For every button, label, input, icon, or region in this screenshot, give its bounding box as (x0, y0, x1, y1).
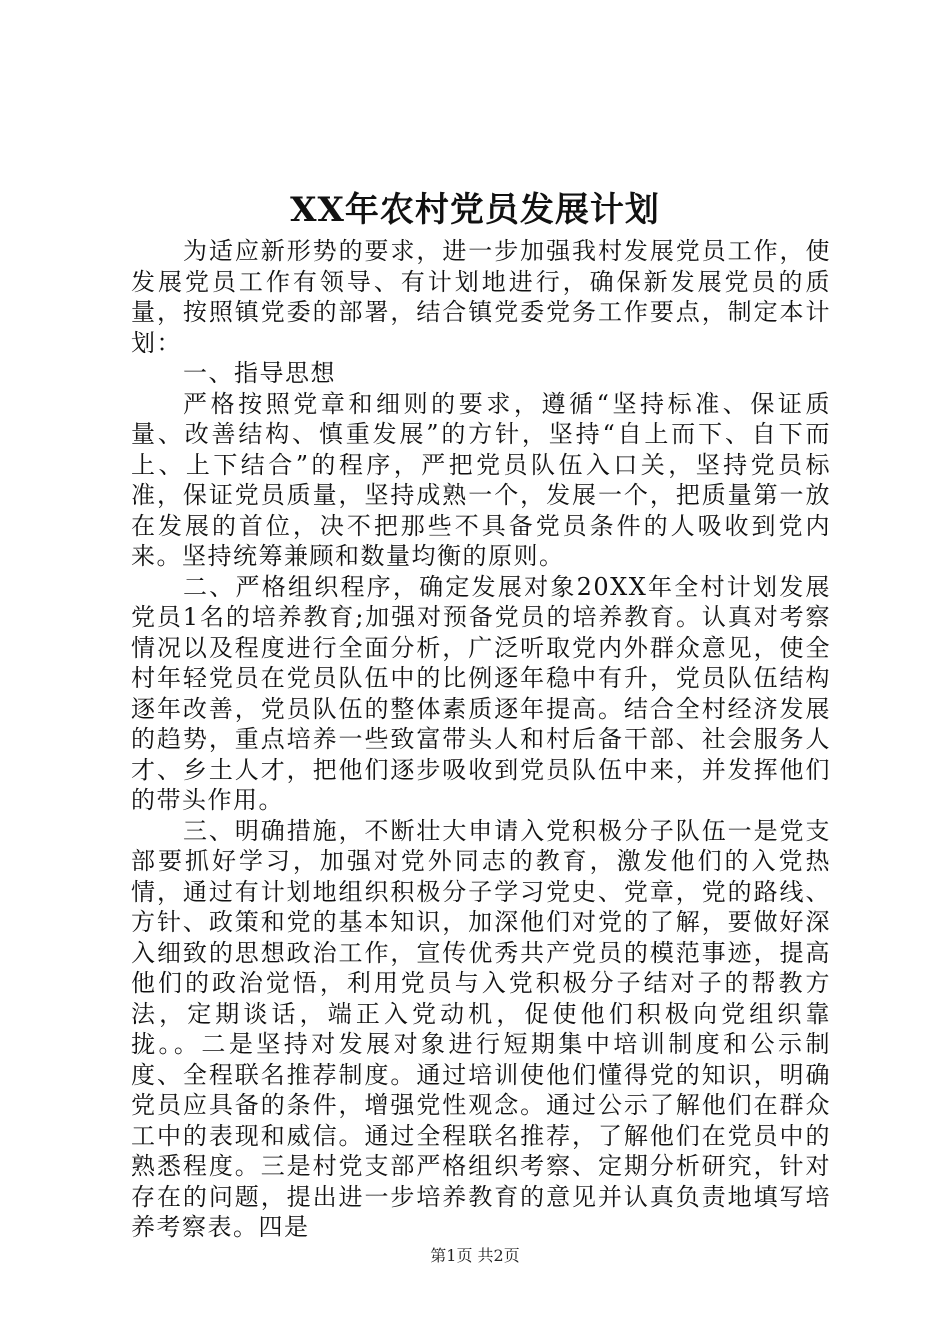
section-heading-guiding-ideology: 一、指导思想 (183, 359, 336, 387)
organization-procedure-paragraph: 二、严格组织程序，确定发展对象20XX年全村计划发展党员1名的培养教育;加强对预备党员的培养教育。认真对考察情况以及程度进行全面分析，广泛听取党内外群众意见，使全村年轻党员在党员队伍中的比例逐年稳中有升，党员队伍结构逐年改善，党员队伍的整体素质逐年提高。结合全村经济发展的趋势，重点培养一些致富带头人和村后备干部、社会服务人才、乡土人才，把他们逐步吸收到党员队伍中来，并发挥他们的带头作用。 (131, 572, 831, 814)
document-body (131, 236, 831, 1243)
page-number-footer: 第1页 共2页 (430, 1246, 520, 1265)
intro-paragraph: 为适应新形势的要求，进一步加强我村发展党员工作，使发展党员工作有领导、有计划地进行，确保新发展党员的质量，按照镇党委的部署，结合镇党委党务工作要点，制定本计划： (131, 237, 831, 357)
guiding-ideology-paragraph: 严格按照党章和细则的要求，遵循“坚持标准、保证质量、改善结构、慎重发展”的方针，坚持“自上而下、自下而上、上下结合”的程序，严把党员队伍入口关，坚持党员标准，保证党员质量，坚持成熟一个，发展一个，把质量第一放在发展的首位，决不把那些不具备党员条件的人吸收到党内来。坚持统筹兼顾和数量均衡的原则。 (131, 389, 831, 570)
document-title: XX年农村党员发展计划 (290, 190, 660, 230)
measures-paragraph: 三、明确措施，不断壮大申请入党积极分子队伍一是党支部要抓好学习，加强对党外同志的教育，激发他们的入党热情，通过有计划地组织积极分子学习党史、党章，党的路线、方针、政策和党的基本知识，加深他们对党的了解，要做好深入细致的思想政治工作，宣传优秀共产党员的模范事迹，提高他们的政治觉悟，利用党员与入党积极分子结对子的帮教方法，定期谈话，端正入党动机，促使他们积极向党组织靠拢。。二是坚持对发展对象进行短期集中培训制度和公示制度、全程联名推荐制度。通过培训使他们懂得党的知识，明确党员应具备的条件，增强党性观念。通过公示了解他们在群众工中的表现和威信。通过全程联名推荐，了解他们在党员中的熟悉程度。三是村党支部严格组织考察、定期分析研究，针对存在的问题，提出进一步培养教育的意见并认真负责地填写培养考察表。四是 (131, 816, 831, 1241)
